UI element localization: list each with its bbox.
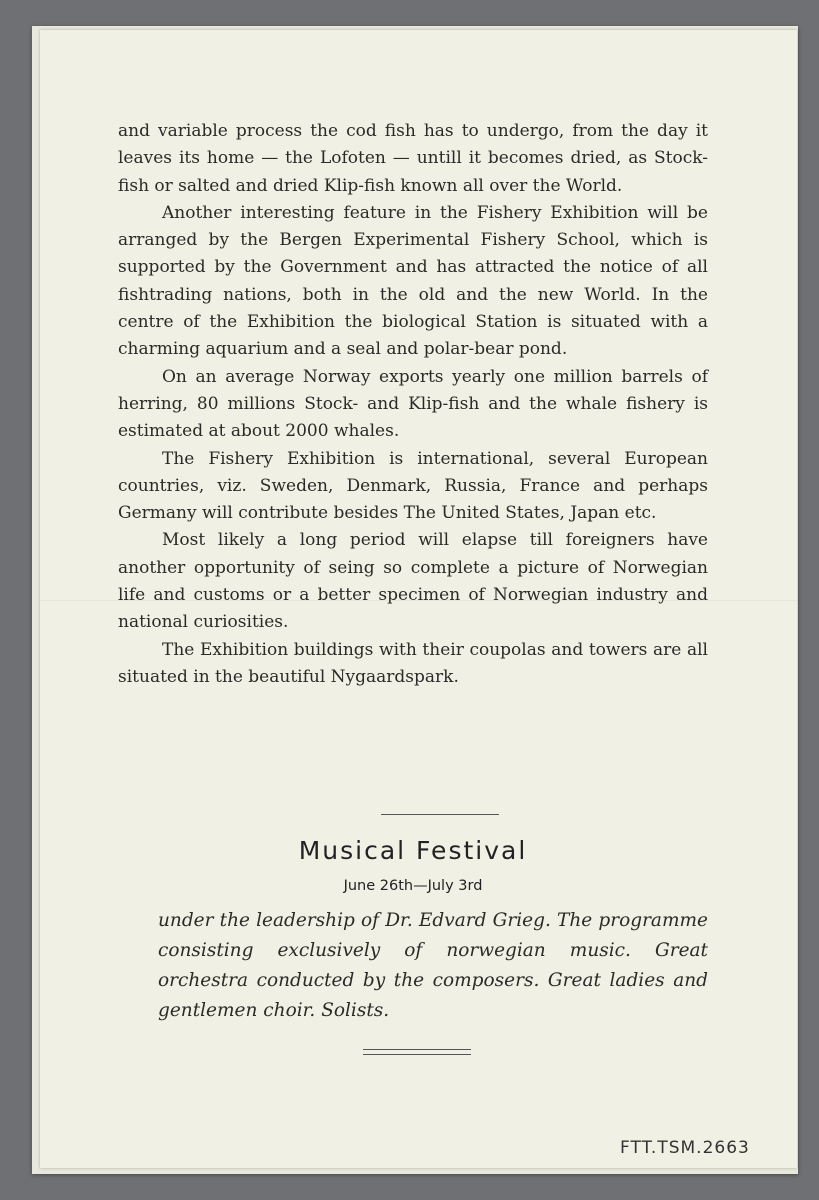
festival-dates: June 26th—July 3rd — [343, 878, 483, 894]
double-divider — [363, 1049, 471, 1055]
paragraph-2: Another interesting feature in the Fishery Exhibition will be arranged by the Bergen Experimental Fishery School, which is supported by the Government and has attracted the notice of all fishtrading nations, both in the old and the new World. In the centre of the Exhibition the biological Station is situated with a charming aquarium and a seal and polar-bear pond. — [118, 202, 708, 360]
section-divider — [381, 814, 499, 815]
paragraph-3: On an average Norway exports yearly one million barrels of herring, 80 millions Stock- and Klip-fish and the whale fishery is estimated at about 2000 whales. — [118, 366, 708, 442]
paragraph-5: Most likely a long period will elapse till foreigners have another opportunity of seing so complete a picture of Norwegian life and customs or a better specimen of Norwegian industry and national curiosities. — [118, 530, 708, 633]
paragraph-4: The Fishery Exhibition is international, several European countries, viz. Sweden, Denmark, Russia, France and perhaps Germany will contribute besides The United States, Japan etc. — [118, 448, 708, 524]
paragraph-6: The Exhibition buildings with their coupolas and towers are all situated in the beautiful Nygaardspark. — [118, 639, 708, 687]
festival-description: under the leadership of Dr. Edvard Grieg. The programme consisting exclusively of norwegian music. Great orchestra conducted by the composers. Great ladies and gentlemen choir. Solists. — [158, 910, 708, 1021]
catalog-number: FTT.TSM.2663 — [620, 1138, 750, 1158]
festival-title: Musical Festival — [298, 836, 528, 865]
article-body — [118, 118, 708, 691]
paragraph-1: and variable process the cod fish has to undergo, from the day it leaves its home — the Lofoten — untill it becomes dried, as Stock-fish or salted and dried Klip-fish known all over the World. — [118, 121, 708, 196]
